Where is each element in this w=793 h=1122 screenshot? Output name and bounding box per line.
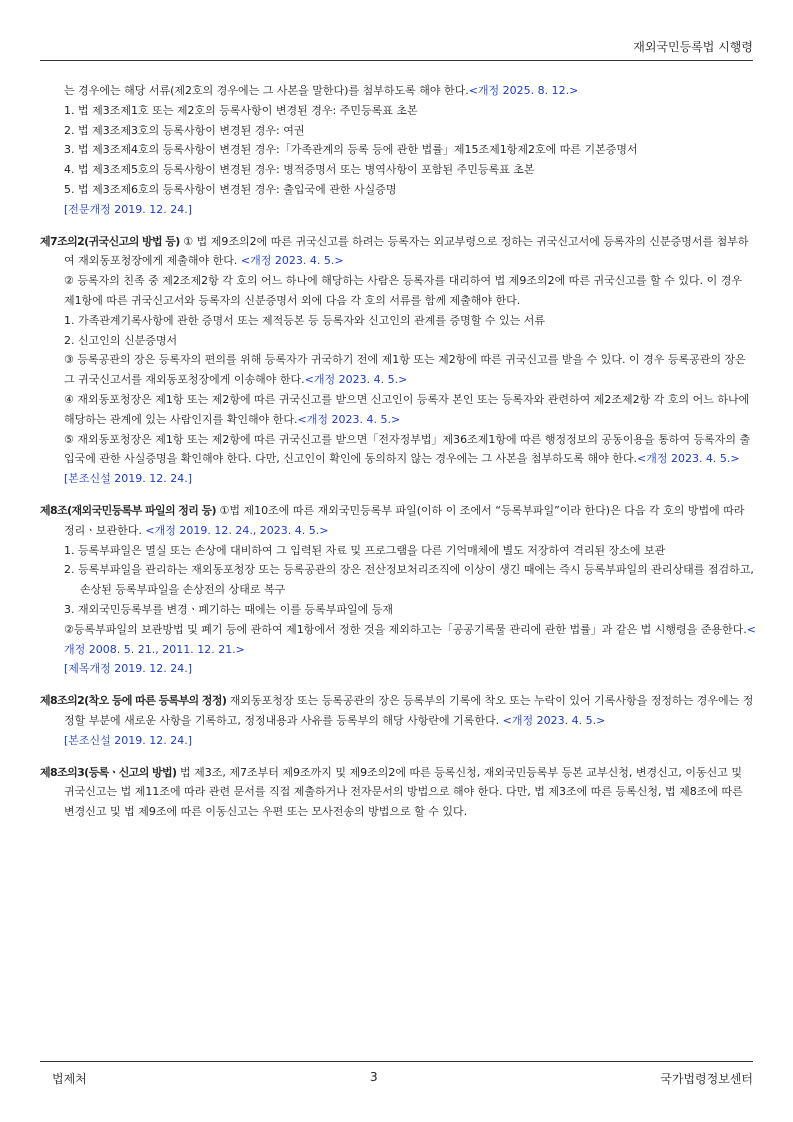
list-item: 2. 등록부파일을 관리하는 재외동포청장 또는 등록공관의 장은 전산정보처리조직에 이상이 생긴 때에는 즉시 등록부파일의 관리상태를 점검하고, 손상된 등록부파일을 손상전의 상태로 복구 [64, 563, 754, 597]
revision-note: [본조신설 2019. 12. 24.] [64, 733, 193, 747]
list-item: 1. 등록부파일은 멸실 또는 손상에 대비하여 그 입력된 자료 및 프로그램을 다른 기억매체에 별도 저장하여 격리된 장소에 보관 [64, 543, 666, 557]
list-item: 1. 가족관계기록사항에 관한 증명서 또는 제적등본 등 등록자와 신고인의 관계를 증명할 수 있는 서류 [64, 313, 545, 327]
article-8-2: 제8조의2(착오 등에 따른 등록부의 정정) 재외동포청장 또는 등록공관의 장은 등록부의 기록에 착오 또는 누락이 있어 기록사항을 정정하는 경우에는 정정할 부분에 새로운 사항을 기록하고, 정정내용과 사유를 등록부의 해당 사항란에 기록한다. <개정 2023. 4. 5.> [40, 694, 754, 727]
amendment-note: <개정 2023. 4. 5.> [636, 452, 740, 466]
amendment-note: <개정 2023. 4. 5.> [502, 713, 606, 727]
list-item: 2. 신고인의 신분증명서 [64, 333, 178, 347]
list-item: 2. 법 제3조제3호의 등록사항이 변경된 경우: 여권 [64, 123, 305, 137]
footer-publisher: 국가법령정보센터 [660, 1072, 753, 1086]
continued-paragraph: 는 경우에는 해당 서류(제2호의 경우에는 그 사본을 말한다)를 첨부하도록 해야 한다.<개정 2025. 8. 12.> [64, 84, 579, 97]
article-8: 제8조(재외국민등록부 파일의 정리 등) ①법 제10조에 따른 재외국민등록부 파일(이하 이 조에서 “등록부파일”이라 한다)은 다음 각 호의 방법에 따라 정리ㆍ보관한다. <개정 2019. 12. 24., 2023. 4. 5.> [40, 503, 745, 537]
amendment-note: <개정 2025. 8. 12.> [468, 84, 579, 97]
list-item: 5. 법 제3조제6호의 등록사항이 변경된 경우: 출입국에 관한 사실증명 [64, 182, 397, 196]
document-title: 재외국민등록법 시행령 [633, 40, 753, 54]
footer-divider [40, 1061, 753, 1062]
paragraph: ② 등록자의 친족 중 제2조제2항 각 호의 어느 하나에 해당하는 사람은 등록자를 대리하여 법 제9조의2에 따른 귀국신고를 할 수 있다. 이 경우 제1항에 따른 귀국신고서와 등록자의 신분증명서 외에 다음 각 호의 서류를 함께 제출해야 한다. [64, 274, 742, 307]
amendment-note: <개정 2023. 4. 5.> [297, 412, 401, 426]
revision-note: [본조신설 2019. 12. 24.] [64, 472, 193, 486]
paragraph: ③ 등록공관의 장은 등록자의 편의를 위해 등록자가 귀국하기 전에 제1항 또는 제2항에 따른 귀국신고를 받을 수 있다. 이 경우 등록공관의 장은 그 귀국신고서를 재외동포청장에게 이송해야 한다.<개정 2023. 4. 5.> [64, 353, 746, 387]
paragraph: ④ 재외동포청장은 제1항 또는 제2항에 따른 귀국신고를 받으면 신고인이 등록자 본인 또는 등록자와 관련하여 제2조제2항 각 호의 어느 하나에 해당하는 관계에 있는 사람인지를 확인해야 한다.<개정 2023. 4. 5.> [64, 392, 750, 426]
revision-note: [전문개정 2019. 12. 24.] [64, 202, 193, 216]
list-item: 4. 법 제3조제5호의 등록사항이 변경된 경우: 병적증명서 또는 병역사항이 포함된 주민등록표 초본 [64, 163, 535, 177]
article-8-3: 제8조의3(등록ㆍ신고의 방법) 법 제3조, 제7조부터 제9조까지 및 제9조의2에 따른 등록신청, 재외국민등록부 등본 교부신청, 변경신고, 이동신고 및 귀국신고는 법 제11조에 따라 관련 문서를 직접 제출하거나 전자문서의 방법으로 해야 한다. 다만, 법 제3조에 따른 등록신청, 법 제8조에 따른 변경신고 및 법 제9조에 따른 이동신고는 우편 또는 모사전송의 방법으로 할 수 있다. [40, 765, 743, 819]
article-title: 제8조의2(착오 등에 따른 등록부의 정정) [40, 694, 227, 708]
list-item: 3. 재외국민등록부를 변경ㆍ폐기하는 때에는 이를 등록부파일에 등재 [64, 602, 394, 616]
article-title: 제8조의3(등록ㆍ신고의 방법) [40, 765, 177, 779]
paragraph: ②등록부파일의 보관방법 및 폐기 등에 관하여 제1항에서 정한 것을 제외하고는「공공기록물 관리에 관한 법률」과 같은 법 시행령을 준용한다.<개정 2008. 5. 21., 2011. 12. 21.> [64, 622, 756, 656]
article-title: 제8조(재외국민등록부 파일의 정리 등) [40, 503, 216, 517]
amendment-note: <개정 2008. 5. 21., 2011. 12. 21.> [64, 622, 756, 656]
amendment-note: <개정 2019. 12. 24., 2023. 4. 5.> [145, 523, 329, 537]
paragraph: ⑤ 재외동포청장은 제1항 또는 제2항에 따른 귀국신고를 받으면「전자정부법」제36조제1항에 따른 행정정보의 공동이용을 통하여 등록자의 출입국에 관한 사실증명을 확인해야 한다. 다만, 신고인이 확인에 동의하지 않는 경우에는 그 사본을 첨부하도록 해야 한다.<개정 2023. 4. 5.> [64, 432, 751, 466]
header-divider [40, 60, 753, 61]
list-item: 3. 법 제3조제4호의 등록사항이 변경된 경우:「가족관계의 등록 등에 관한 법률」제15조제1항제2호에 따른 기본증명서 [64, 143, 638, 157]
list-item: 1. 법 제3조제1호 또는 제2호의 등록사항이 변경된 경우: 주민등록표 초본 [64, 103, 418, 117]
footer-source: 법제처 [52, 1072, 87, 1086]
article-title: 제7조의2(귀국신고의 방법 등) [40, 234, 180, 248]
revision-note: [제목개정 2019. 12. 24.] [64, 662, 193, 676]
document-body [40, 81, 756, 822]
article-7-2: 제7조의2(귀국신고의 방법 등) ① 법 제9조의2에 따른 귀국신고를 하려는 등록자는 외교부령으로 정하는 귀국신고서에 등록자의 신분증명서를 첨부하여 재외동포청장에게 제출해야 한다. <개정 2023. 4. 5.> [40, 234, 749, 268]
amendment-note: <개정 2023. 4. 5.> [304, 373, 408, 387]
amendment-note: <개정 2023. 4. 5.> [240, 254, 344, 268]
page-number: 3 [370, 1070, 378, 1084]
